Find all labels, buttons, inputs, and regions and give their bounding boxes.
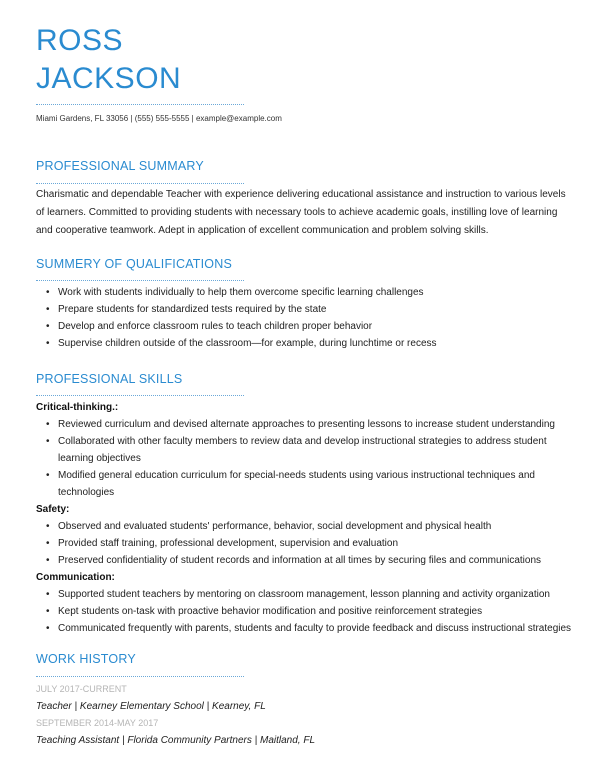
first-name: ROSS: [36, 24, 124, 57]
skills-title: PROFESSIONAL SKILLS: [36, 372, 183, 386]
skill-group-heading: Critical-thinking.:: [36, 402, 119, 413]
skill-group-heading: Safety:: [36, 504, 70, 515]
list-item: • Communicated frequently with parents, students and faculty to provide feedback and discuss instructional strategies: [36, 620, 572, 637]
skill-group-list: [36, 586, 572, 637]
bullet-icon: •: [46, 287, 50, 298]
bullet-icon: •: [46, 623, 50, 634]
bullet-icon: •: [46, 419, 50, 430]
list-item: • Provided staff training, professional development, supervision and evaluation: [36, 535, 572, 552]
candidate-name: [36, 22, 181, 98]
bullet-icon: •: [46, 521, 50, 532]
name-divider: [36, 104, 244, 105]
bullet-icon: •: [46, 555, 50, 566]
skill-group-list: [36, 416, 572, 501]
list-item: • Kept students on-task with proactive behavior modification and positive reinforcement strategies: [36, 603, 572, 620]
job-dates: JULY 2017-CURRENT: [36, 684, 127, 694]
bullet-icon: •: [46, 304, 50, 315]
list-item: • Collaborated with other faculty members to review data and develop instructional strategies to address student learning objectives: [36, 433, 572, 467]
qualifications-divider: [36, 280, 244, 281]
bullet-icon: •: [46, 538, 50, 549]
work-history-list: [36, 681, 572, 749]
list-item: • Reviewed curriculum and devised alternate approaches to presenting lessons to increase student understanding: [36, 416, 572, 433]
skill-group-heading: Communication:: [36, 572, 115, 583]
bullet-icon: •: [46, 321, 50, 332]
skills-divider: [36, 395, 244, 396]
list-item: • Supervise children outside of the classroom—for example, during lunchtime or recess: [36, 335, 572, 352]
summary-divider: [36, 183, 244, 184]
qualifications-list: [36, 284, 572, 352]
summary-text: Charismatic and dependable Teacher with experience delivering educational assistance and instruction to various levels of learners. Committed to providing students with necessary tools to achieve academic goals, instilling love of learning and cooperative teamwork. Adept in application of excellent communication and problem solving skills.: [36, 189, 566, 236]
skill-group-list: [36, 518, 572, 569]
bullet-icon: •: [46, 606, 50, 617]
list-item: • Preserved confidentiality of student records and information at all times by securing files and communications: [36, 552, 572, 569]
qualifications-title: SUMMERY OF QUALIFICATIONS: [36, 257, 232, 271]
job-title-line: Teacher | Kearney Elementary School | Kearney, FL: [36, 701, 266, 712]
bullet-icon: •: [46, 470, 50, 481]
list-item: • Prepare students for standardized tests required by the state: [36, 301, 572, 318]
work-divider: [36, 676, 244, 677]
job-dates: SEPTEMBER 2014-MAY 2017: [36, 718, 159, 728]
list-item: • Observed and evaluated students' performance, behavior, social development and physical health: [36, 518, 572, 535]
list-item: • Work with students individually to help them overcome specific learning challenges: [36, 284, 572, 301]
list-item: • Develop and enforce classroom rules to teach children proper behavior: [36, 318, 572, 335]
list-item: • Supported student teachers by mentoring on classroom management, lesson planning and activity organization: [36, 586, 572, 603]
last-name: JACKSON: [36, 62, 182, 95]
bullet-icon: •: [46, 338, 50, 349]
skills-groups: [36, 399, 572, 637]
summary-title: PROFESSIONAL SUMMARY: [36, 159, 204, 173]
bullet-icon: •: [46, 436, 50, 447]
work-title: WORK HISTORY: [36, 652, 136, 666]
contact-line: Miami Gardens, FL 33056 | (555) 555-5555 | example@example.com: [36, 114, 282, 123]
qualifications-list-wrap: [36, 284, 572, 352]
list-item: • Modified general education curriculum for special-needs students using various instructional techniques and technologies: [36, 467, 572, 501]
job-title-line: Teaching Assistant | Florida Community Partners | Maitland, FL: [36, 735, 316, 746]
bullet-icon: •: [46, 589, 50, 600]
